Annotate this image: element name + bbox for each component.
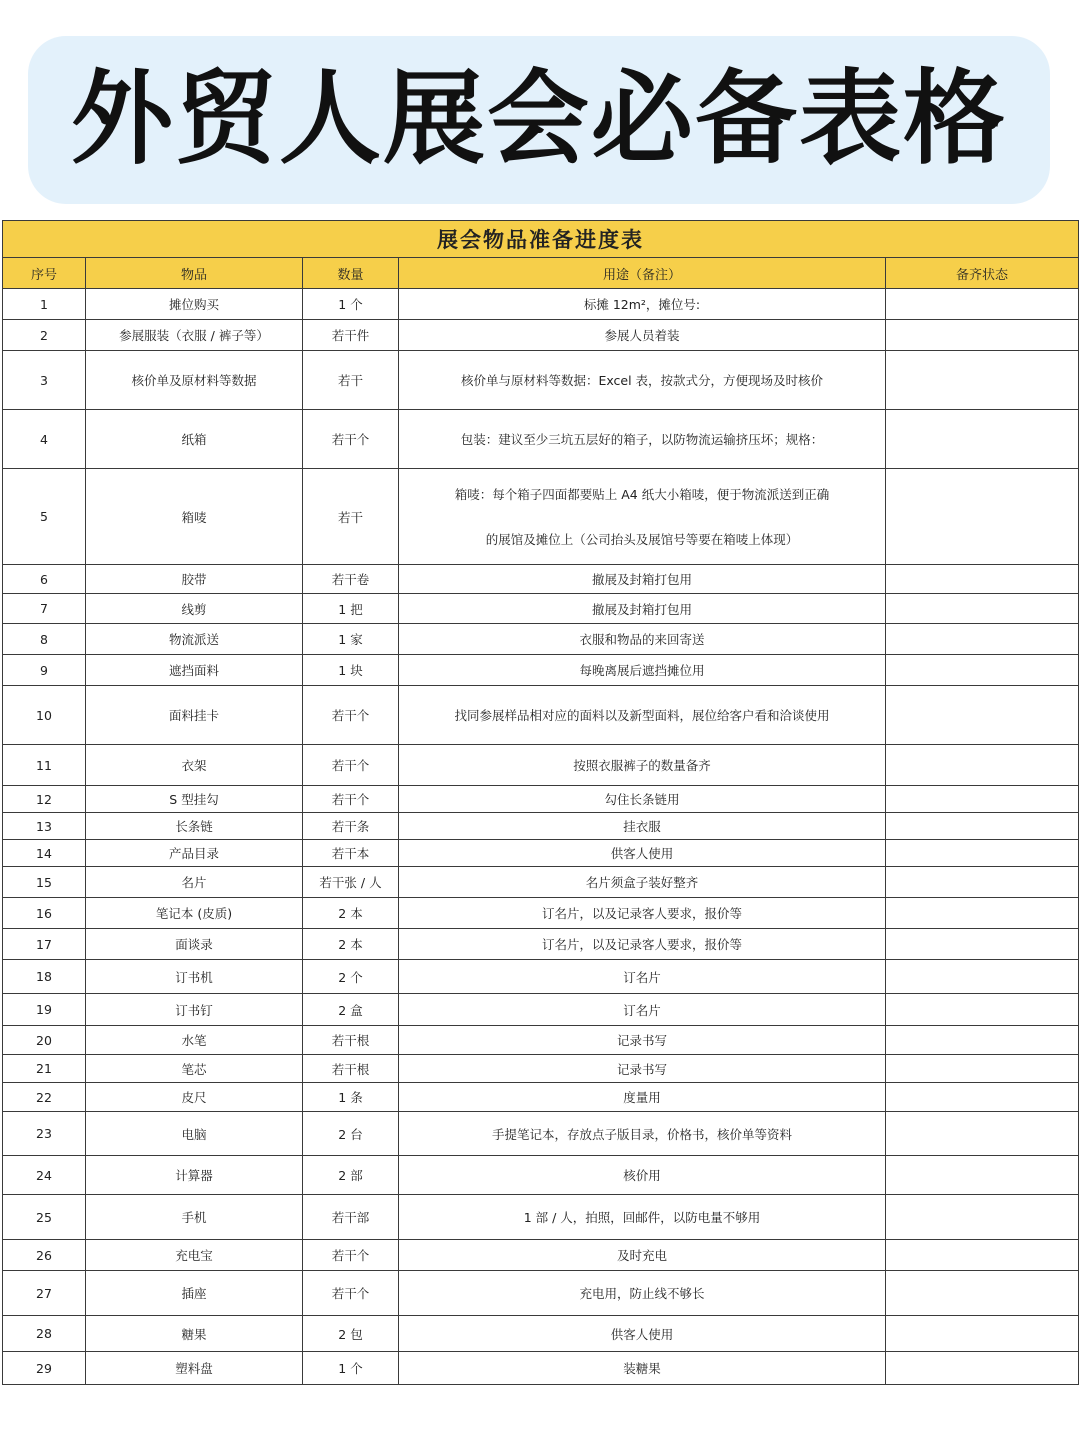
- cell-status: [886, 1352, 1079, 1385]
- cell-no: 29: [3, 1352, 86, 1385]
- cell-use: 订名片: [399, 994, 886, 1026]
- cell-status: [886, 469, 1079, 565]
- cell-item: 摊位购买: [86, 289, 303, 320]
- table-row: [3, 960, 1079, 994]
- cell-no: 9: [3, 655, 86, 686]
- cell-item: 产品目录: [86, 840, 303, 867]
- cell-item: 箱唛: [86, 469, 303, 565]
- cell-qty: 若干: [303, 351, 399, 410]
- cell-status: [886, 1112, 1079, 1156]
- cell-qty: 若干个: [303, 745, 399, 786]
- cell-status: [886, 867, 1079, 898]
- cell-use: 订名片: [399, 960, 886, 994]
- cell-no: 3: [3, 351, 86, 410]
- cell-status: [886, 1156, 1079, 1195]
- table-row: [3, 351, 1079, 410]
- cell-status: [886, 594, 1079, 624]
- cell-use: 记录书写: [399, 1026, 886, 1055]
- cell-item: 线剪: [86, 594, 303, 624]
- cell-item: 订书机: [86, 960, 303, 994]
- cell-item: 手机: [86, 1195, 303, 1240]
- cell-use-line: 箱唛：每个箱子四面都要贴上 A4 纸大小箱唛，便于物流派送到正确: [454, 486, 830, 502]
- cell-use: 记录书写: [399, 1055, 886, 1083]
- cell-qty: 若干个: [303, 410, 399, 469]
- table-row: [3, 1195, 1079, 1240]
- cell-item: 参展服装（衣服 / 裤子等）: [86, 320, 303, 351]
- cell-no: 26: [3, 1240, 86, 1271]
- cell-no: 4: [3, 410, 86, 469]
- cell-item: 长条链: [86, 813, 303, 840]
- cell-item: 遮挡面料: [86, 655, 303, 686]
- cell-status: [886, 320, 1079, 351]
- cell-use: 充电用，防止线不够长: [399, 1271, 886, 1316]
- table-row: [3, 1055, 1079, 1083]
- cell-qty: 2 本: [303, 929, 399, 960]
- title-banner: [28, 36, 1050, 204]
- cell-no: 10: [3, 686, 86, 745]
- cell-item: 核价单及原材料等数据: [86, 351, 303, 410]
- cell-qty: 若干根: [303, 1026, 399, 1055]
- cell-status: [886, 1195, 1079, 1240]
- cell-no: 14: [3, 840, 86, 867]
- cell-item: S 型挂勾: [86, 786, 303, 813]
- cell-qty: 2 个: [303, 960, 399, 994]
- cell-no: 17: [3, 929, 86, 960]
- cell-item: 插座: [86, 1271, 303, 1316]
- table-row: [3, 1083, 1079, 1112]
- cell-status: [886, 686, 1079, 745]
- cell-status: [886, 351, 1079, 410]
- table-row: [3, 1316, 1079, 1352]
- cell-no: 11: [3, 745, 86, 786]
- cell-no: 6: [3, 565, 86, 594]
- cell-use: 按照衣服裤子的数量备齐: [399, 745, 886, 786]
- cell-status: [886, 929, 1079, 960]
- cell-item: 物流派送: [86, 624, 303, 655]
- cell-qty: 若干根: [303, 1055, 399, 1083]
- header-qty: 数量: [303, 258, 399, 289]
- cell-no: 18: [3, 960, 86, 994]
- cell-qty: 若干条: [303, 813, 399, 840]
- cell-use: 勾住长条链用: [399, 786, 886, 813]
- cell-no: 19: [3, 994, 86, 1026]
- cell-use: 订名片，以及记录客人要求，报价等: [399, 898, 886, 929]
- cell-no: 7: [3, 594, 86, 624]
- cell-use: 1 部 / 人，拍照，回邮件，以防电量不够用: [399, 1195, 886, 1240]
- table-row: [3, 867, 1079, 898]
- cell-qty: 若干个: [303, 786, 399, 813]
- cell-no: 12: [3, 786, 86, 813]
- cell-use: 撤展及封箱打包用: [399, 565, 886, 594]
- cell-status: [886, 410, 1079, 469]
- cell-item: 笔芯: [86, 1055, 303, 1083]
- cell-use: 度量用: [399, 1083, 886, 1112]
- cell-item: 计算器: [86, 1156, 303, 1195]
- cell-no: 5: [3, 469, 86, 565]
- cell-use: 及时充电: [399, 1240, 886, 1271]
- cell-no: 16: [3, 898, 86, 929]
- cell-use: 包装：建议至少三坑五层好的箱子，以防物流运输挤压坏；规格：: [399, 410, 886, 469]
- cell-item: 电脑: [86, 1112, 303, 1156]
- header-status: 备齐状态: [886, 258, 1079, 289]
- cell-item: 衣架: [86, 745, 303, 786]
- cell-status: [886, 1026, 1079, 1055]
- cell-qty: 2 本: [303, 898, 399, 929]
- table-row: [3, 840, 1079, 867]
- cell-qty: 若干本: [303, 840, 399, 867]
- cell-item: 订书钉: [86, 994, 303, 1026]
- cell-use: 名片须盒子装好整齐: [399, 867, 886, 898]
- cell-status: [886, 745, 1079, 786]
- cell-no: 27: [3, 1271, 86, 1316]
- cell-item: 面谈录: [86, 929, 303, 960]
- cell-item: 面料挂卡: [86, 686, 303, 745]
- cell-status: [886, 565, 1079, 594]
- cell-qty: 2 台: [303, 1112, 399, 1156]
- cell-qty: 若干张 / 人: [303, 867, 399, 898]
- cell-use: 核价用: [399, 1156, 886, 1195]
- preparation-table: [2, 220, 1079, 1385]
- cell-use-line: 的展馆及摊位上（公司抬头及展馆号等要在箱唛上体现）: [485, 531, 799, 547]
- cell-no: 25: [3, 1195, 86, 1240]
- cell-status: [886, 289, 1079, 320]
- cell-no: 2: [3, 320, 86, 351]
- table-row: [3, 1026, 1079, 1055]
- cell-status: [886, 1271, 1079, 1316]
- table-row: [3, 469, 1079, 565]
- cell-no: 20: [3, 1026, 86, 1055]
- cell-qty: 1 家: [303, 624, 399, 655]
- cell-qty: 1 个: [303, 289, 399, 320]
- cell-use: 核价单与原材料等数据：Excel 表，按款式分，方便现场及时核价: [399, 351, 886, 410]
- cell-qty: 2 部: [303, 1156, 399, 1195]
- table-row: [3, 686, 1079, 745]
- cell-status: [886, 1240, 1079, 1271]
- table-row: [3, 786, 1079, 813]
- table-header-row: [3, 258, 1079, 289]
- table-row: [3, 594, 1079, 624]
- cell-no: 22: [3, 1083, 86, 1112]
- cell-status: [886, 840, 1079, 867]
- cell-no: 15: [3, 867, 86, 898]
- cell-item: 水笔: [86, 1026, 303, 1055]
- table-row: [3, 1271, 1079, 1316]
- cell-use: 手提笔记本，存放点子版目录，价格书，核价单等资料: [399, 1112, 886, 1156]
- table-row: [3, 813, 1079, 840]
- cell-use: 挂衣服: [399, 813, 886, 840]
- cell-status: [886, 786, 1079, 813]
- cell-use: 装糖果: [399, 1352, 886, 1385]
- cell-status: [886, 898, 1079, 929]
- cell-qty: 2 盒: [303, 994, 399, 1026]
- table-row: [3, 1112, 1079, 1156]
- cell-item: 纸箱: [86, 410, 303, 469]
- page-title: 外贸人展会必备表格: [71, 60, 1007, 179]
- cell-qty: 若干卷: [303, 565, 399, 594]
- cell-no: 24: [3, 1156, 86, 1195]
- cell-status: [886, 655, 1079, 686]
- cell-qty: 若干部: [303, 1195, 399, 1240]
- cell-item: 充电宝: [86, 1240, 303, 1271]
- cell-status: [886, 1055, 1079, 1083]
- table-row: [3, 410, 1079, 469]
- cell-status: [886, 624, 1079, 655]
- cell-item: 胶带: [86, 565, 303, 594]
- table-row: [3, 1240, 1079, 1271]
- cell-status: [886, 1316, 1079, 1352]
- table-row: [3, 745, 1079, 786]
- header-no: 序号: [3, 258, 86, 289]
- cell-use: 订名片，以及记录客人要求，报价等: [399, 929, 886, 960]
- cell-use: 找同参展样品相对应的面料以及新型面料，展位给客户看和洽谈使用: [399, 686, 886, 745]
- cell-no: 8: [3, 624, 86, 655]
- cell-status: [886, 813, 1079, 840]
- table-row: [3, 994, 1079, 1026]
- cell-status: [886, 1083, 1079, 1112]
- cell-use: 撤展及封箱打包用: [399, 594, 886, 624]
- table-row: [3, 624, 1079, 655]
- cell-no: 1: [3, 289, 86, 320]
- cell-use: 供客人使用: [399, 1316, 886, 1352]
- table-row: [3, 565, 1079, 594]
- table-row: [3, 898, 1079, 929]
- table-row: [3, 1352, 1079, 1385]
- table-row: [3, 1156, 1079, 1195]
- table-row: [3, 320, 1079, 351]
- table-row: [3, 289, 1079, 320]
- cell-use: 参展人员着装: [399, 320, 886, 351]
- table-row: [3, 929, 1079, 960]
- header-item: 物品: [86, 258, 303, 289]
- cell-item: 笔记本 (皮质): [86, 898, 303, 929]
- cell-status: [886, 994, 1079, 1026]
- table-row: [3, 655, 1079, 686]
- cell-qty: 若干个: [303, 1240, 399, 1271]
- table-title: 展会物品准备进度表: [3, 221, 1079, 258]
- cell-qty: 2 包: [303, 1316, 399, 1352]
- cell-use: 标摊 12m²，摊位号:: [399, 289, 886, 320]
- cell-qty: 若干件: [303, 320, 399, 351]
- cell-qty: 若干个: [303, 686, 399, 745]
- cell-use: 每晚离展后遮挡摊位用: [399, 655, 886, 686]
- cell-qty: 若干: [303, 469, 399, 565]
- cell-no: 23: [3, 1112, 86, 1156]
- cell-use: 供客人使用: [399, 840, 886, 867]
- header-use: 用途（备注）: [399, 258, 886, 289]
- cell-qty: 若干个: [303, 1271, 399, 1316]
- cell-status: [886, 960, 1079, 994]
- cell-item: 糖果: [86, 1316, 303, 1352]
- cell-item: 皮尺: [86, 1083, 303, 1112]
- cell-qty: 1 块: [303, 655, 399, 686]
- cell-no: 28: [3, 1316, 86, 1352]
- cell-qty: 1 条: [303, 1083, 399, 1112]
- cell-no: 13: [3, 813, 86, 840]
- cell-qty: 1 把: [303, 594, 399, 624]
- cell-item: 塑料盘: [86, 1352, 303, 1385]
- cell-item: 名片: [86, 867, 303, 898]
- table-title-row: [3, 221, 1079, 258]
- cell-no: 21: [3, 1055, 86, 1083]
- cell-use: [399, 469, 886, 565]
- cell-qty: 1 个: [303, 1352, 399, 1385]
- cell-use: 衣服和物品的来回寄送: [399, 624, 886, 655]
